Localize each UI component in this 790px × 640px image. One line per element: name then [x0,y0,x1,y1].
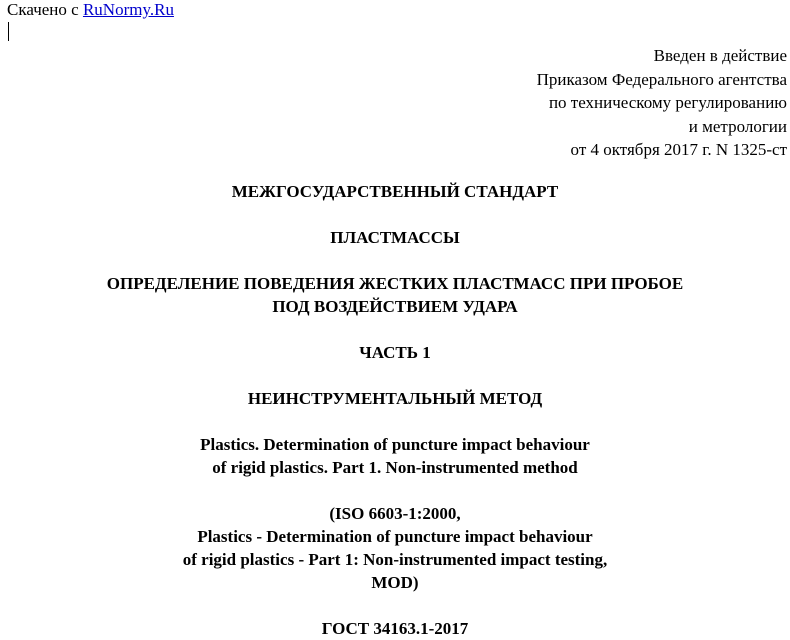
runormy-link[interactable]: RuNormy.Ru [82,0,174,19]
iso-line: of rigid plastics - Part 1: Non-instrumented impact testing, [182,550,608,569]
document-title [0,272,790,318]
enactment-block [537,44,787,162]
english-title [0,433,790,479]
source-header [7,0,174,20]
enactment-line: и метрологии [688,116,787,136]
text-cursor [8,22,9,41]
standard-designation: ГОСТ 34163.1-2017 [321,619,469,638]
iso-line: Plastics - Determination of puncture impact behaviour [197,527,593,546]
enactment-line: Приказом Федерального агентства [536,69,787,89]
iso-reference [0,502,790,594]
iso-line: MOD) [371,573,419,592]
method-heading: НЕИНСТРУМЕНТАЛЬНЫЙ МЕТОД [247,389,543,408]
subject-heading: ПЛАСТМАССЫ [330,228,460,247]
enactment-line: по техническому регулированию [548,93,787,113]
source-prefix: Скачено с [7,0,79,19]
enactment-line: Введен в действие [653,46,787,65]
enactment-line: от 4 октября 2017 г. N 1325-ст [570,140,787,160]
title-line: ОПРЕДЕЛЕНИЕ ПОВЕДЕНИЯ ЖЕСТКИХ ПЛАСТМАСС ПРИ ПРОБОЕ [106,274,684,293]
english-title-line: Plastics. Determination of puncture impact behaviour [200,435,590,454]
english-title-line: of rigid plastics. Part 1. Non-instrumented method [212,458,578,477]
part-heading: ЧАСТЬ 1 [359,343,431,362]
standard-type-heading: МЕЖГОСУДАРСТВЕННЫЙ СТАНДАРТ [231,182,559,201]
iso-line: (ISO 6603-1:2000, [329,504,461,523]
title-line: ПОД ВОЗДЕЙСТВИЕМ УДАРА [272,297,518,316]
